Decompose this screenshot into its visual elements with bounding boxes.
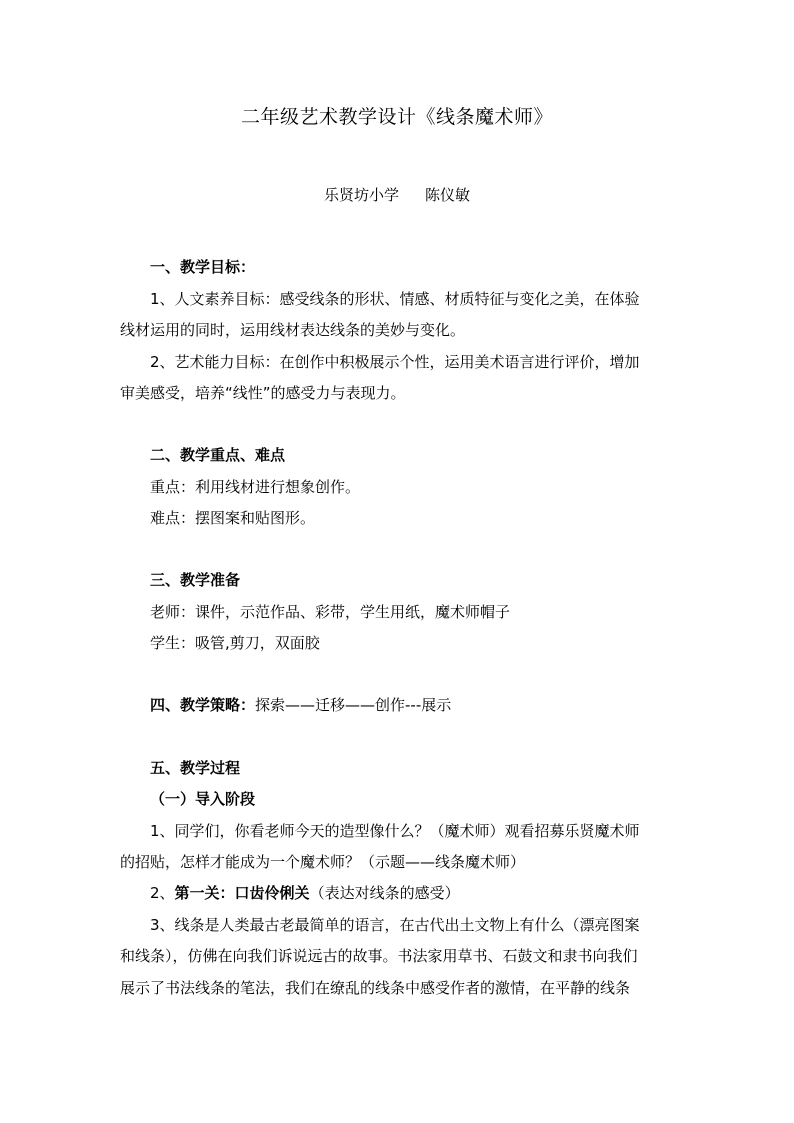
author-line [0,184,794,206]
section-5-subheading-1: （一）导入阶段 [150,790,256,808]
section-5-paragraph-2 [150,882,680,904]
section-5-paragraph-2-prefix: 2、 [150,884,175,902]
section-4-heading: 四、教学策略： [150,696,256,714]
section-3-line-2: 学生：吸管,剪刀，双面胶 [150,634,320,652]
section-1-paragraph-2-line-1: 2、艺术能力目标：在创作中积极展示个性，运用美术语言进行评价，增加 [150,353,640,371]
document-title: 二年级艺术教学设计《线条魔术师》 [240,106,553,128]
section-5-paragraph-2-bold: 第一关：口齿伶俐关 [174,884,310,902]
section-1-heading: 一、教学目标： [150,258,256,276]
author-school: 乐贤坊小学 [323,186,399,204]
section-5-heading: 五、教学过程 [150,759,241,777]
section-1-paragraph-1-line-2: 线材运用的同时，运用线材表达线条的美妙与变化。 [120,321,466,339]
section-5-paragraph-2-rest: （表达对线条的感受） [309,884,460,902]
section-2-line-1: 重点：利用线材进行想象创作。 [150,478,361,496]
section-5-paragraph-3-line-1: 3、线条是人类最古老最简单的语言，在古代出土文物上有什么（漂亮图案 [150,916,640,934]
section-2-line-2: 难点：摆图案和贴图形。 [150,509,316,527]
author-name: 陈仪敏 [425,186,471,204]
section-4-line [150,694,680,716]
section-5-paragraph-3-line-3: 展示了书法线条的笔法，我们在缭乱的线条中感受作者的激情，在平静的线条 [120,979,631,997]
section-1-paragraph-1-line-1: 1、人文素养目标：感受线条的形状、情感、材质特征与变化之美，在体验 [150,290,640,308]
section-5-paragraph-3-line-2: 和线条），仿佛在向我们诉说远古的故事。书法家用草书、石鼓文和隶书向我们 [120,947,638,965]
section-3-line-1: 老师：课件，示范作品、彩带，学生用纸，魔术师帽子 [150,603,511,621]
section-2-heading: 二、教学重点、难点 [150,446,286,464]
section-5-paragraph-1-line-2: 的招贴，怎样才能成为一个魔术师？（示题——线条魔术师） [120,853,526,871]
section-4-text: 探索——迁移——创作---展示 [255,696,452,714]
section-3-heading: 三、教学准备 [150,571,241,589]
section-5-paragraph-1-line-1: 1、同学们，你看老师今天的造型像什么？（魔术师）观看招募乐贤魔术师 [150,822,640,840]
section-1-paragraph-2-line-2: 审美感受，培养“线性”的感受力与表现力。 [120,384,406,402]
